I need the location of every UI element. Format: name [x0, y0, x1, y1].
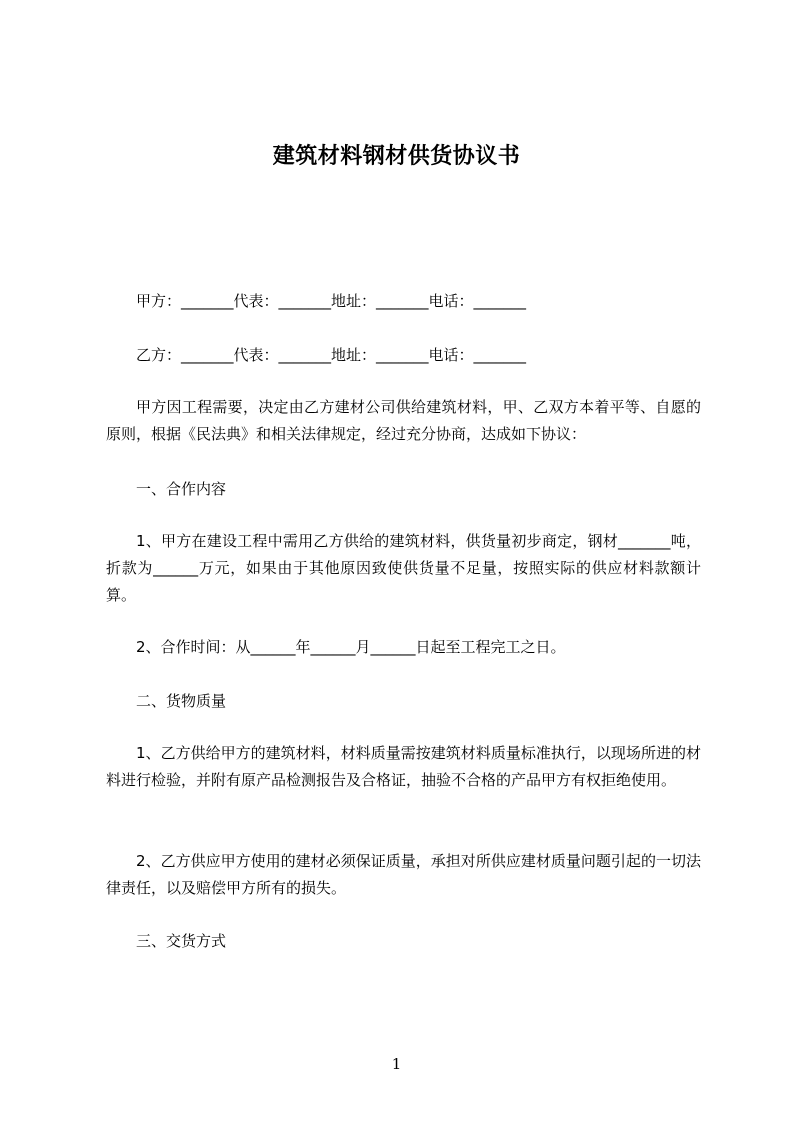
clause-cooperation-2: 2、合作时间：从______年______月______日起至工程完工之日。 [136, 638, 566, 656]
clause-cooperation-1: 1、甲方在建设工程中需用乙方供给的建筑材料，供货量初步商定，钢材_______吨，折款为______万元，如果由于其他原因致使供货量不足量，按照实际的供应材料款额计算。 [106, 532, 701, 604]
page-number: 1 [391, 1055, 402, 1073]
intro-paragraph: 甲方因工程需要，决定由乙方建材公司供给建筑材料，甲、乙双方本着平等、自愿的原则，根据《民法典》和相关法律规定，经过充分协商，达成如下协议： [106, 398, 701, 443]
section-heading-quality: 二、货物质量 [136, 692, 227, 710]
clause-quality-2: 2、乙方供应甲方使用的建材必须保证质量，承担对所供应建材质量问题引起的一切法律责任，以及赔偿甲方所有的损失。 [106, 852, 701, 897]
section-heading-delivery: 三、交货方式 [136, 932, 227, 950]
clause-quality-1: 1、乙方供给甲方的建筑材料，材料质量需按建筑材料质量标准执行，以现场所进的材料进行检验，并附有原产品检测报告及合格证，抽验不合格的产品甲方有权拒绝使用。 [106, 744, 701, 789]
document-title: 建筑材料钢材供货协议书 [272, 144, 521, 169]
party-a-line: 甲方：_______代表：_______地址：_______电话：_______ [136, 292, 527, 310]
section-heading-cooperation: 一、合作内容 [136, 480, 227, 498]
party-b-line: 乙方：_______代表：_______地址：_______电话：_______ [136, 346, 527, 364]
